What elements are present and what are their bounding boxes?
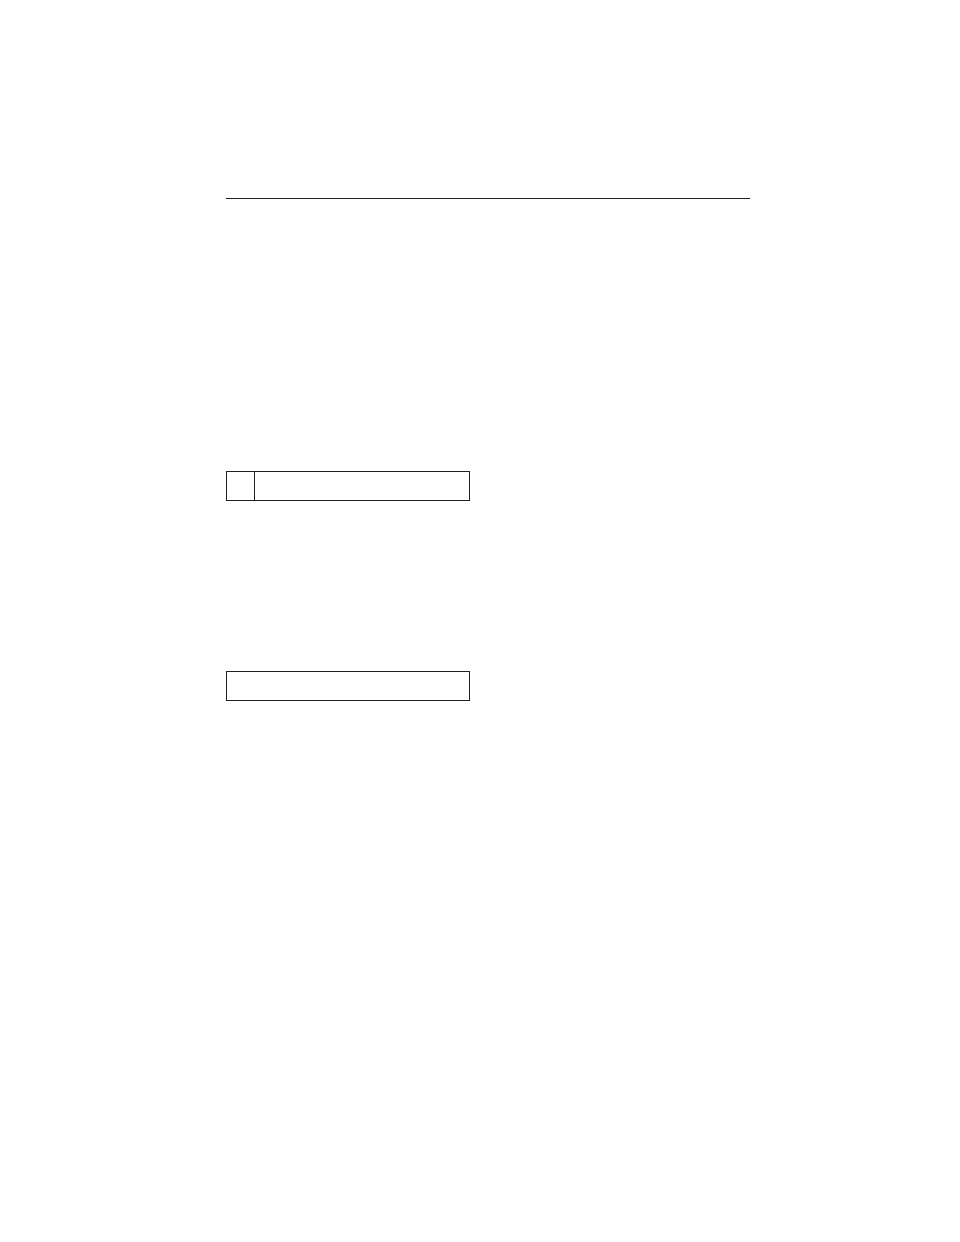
top-rule xyxy=(226,198,750,199)
section-heading-index xyxy=(226,671,470,701)
section-heading-specifications xyxy=(226,471,470,501)
section-number xyxy=(227,472,255,500)
